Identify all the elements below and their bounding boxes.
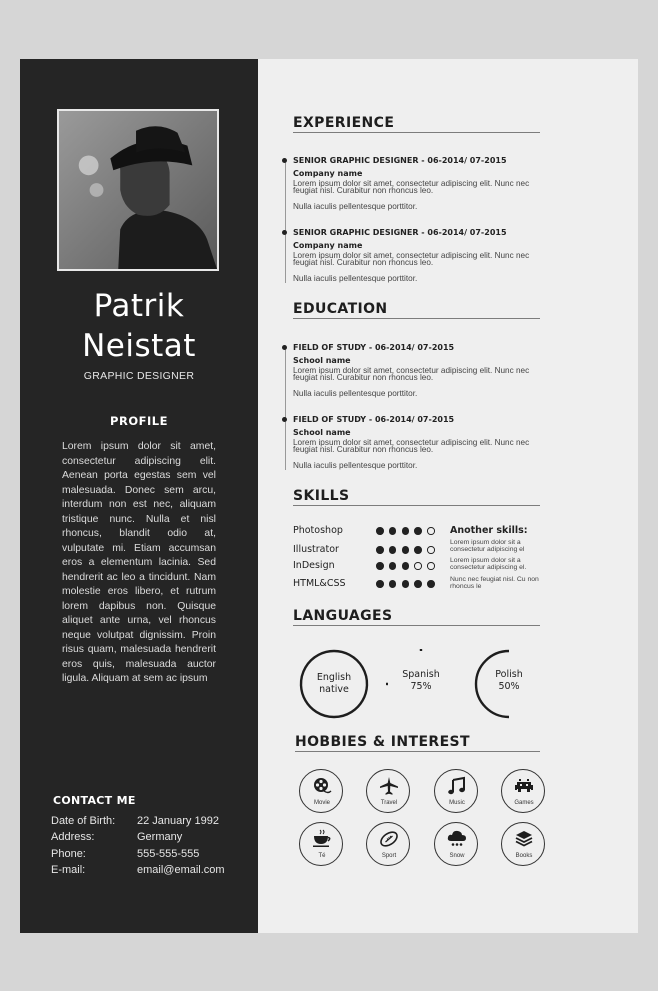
entry-subtitle: School name — [293, 428, 351, 437]
entry-note: Nulla iaculis pellentesque porttitor. — [293, 202, 418, 211]
language-english — [299, 649, 369, 719]
hobby-label: Té — [318, 853, 326, 859]
contact-value: Germany — [137, 831, 183, 843]
hobby-games — [501, 769, 545, 813]
resume-sheet — [20, 59, 638, 933]
entry-note: Nulla iaculis pellentesque porttitor. — [293, 389, 418, 398]
hobbies-heading: HOBBIES & INTEREST — [295, 734, 540, 752]
hobby-sport — [366, 822, 410, 866]
entry-body: Lorem ipsum dolor sit amet, consectetur adipiscing elit. Nunc nec feugiat nisl. Curabitur non rhoncus leo. — [293, 366, 530, 382]
job-title: GRAPHIC DESIGNER — [83, 370, 195, 382]
tea-cup-icon — [312, 829, 332, 849]
airplane-icon — [379, 776, 399, 796]
skill-dot-empty — [427, 527, 435, 535]
entry-title: FIELD OF STUDY - 06-2014/ 07-2015 — [293, 343, 455, 352]
education-heading: EDUCATION — [293, 301, 540, 319]
skill-dot-filled — [414, 580, 422, 588]
skill-dot-filled — [414, 527, 422, 535]
education-timeline — [285, 346, 286, 470]
hobby-label: Snow — [449, 853, 465, 859]
skill-dot-filled — [376, 546, 384, 554]
main-column — [258, 59, 638, 933]
language-name: Spanish — [402, 669, 440, 680]
language-polish — [474, 649, 544, 719]
entry-title: FIELD OF STUDY - 06-2014/ 07-2015 — [293, 415, 455, 424]
skill-dot-empty — [427, 546, 435, 554]
experience-entry — [293, 228, 543, 283]
contact-label: Date of Birth: — [51, 815, 116, 827]
skill-name: InDesign — [293, 560, 335, 571]
skill-dot-empty — [427, 562, 435, 570]
another-skills-heading: Another skills: — [450, 525, 528, 536]
skill-dot-filled — [389, 527, 397, 535]
skill-rating — [376, 546, 440, 554]
film-reel-icon — [312, 776, 332, 796]
contact-value: 555-555-555 — [137, 848, 200, 860]
skill-rating — [376, 527, 440, 535]
hobby-snow — [434, 822, 478, 866]
hobby-movie — [299, 769, 343, 813]
contact-value[interactable]: email@email.com — [137, 864, 225, 876]
timeline-dot — [282, 158, 287, 163]
hobby-label: Music — [449, 800, 465, 806]
profile-photo — [57, 109, 219, 271]
languages-heading: LANGUAGES — [293, 608, 540, 626]
skill-dot-filled — [389, 546, 397, 554]
entry-note: Nulla iaculis pellentesque porttitor. — [293, 274, 418, 283]
entry-body: Lorem ipsum dolor sit amet, consectetur adipiscing elit. Nunc nec feugiat nisl. Curabitur non rhoncus leo. — [293, 179, 530, 195]
entry-body: Lorem ipsum dolor sit amet, consectetur adipiscing elit. Nunc nec feugiat nisl. Curabitur non rhoncus leo. — [293, 251, 530, 267]
football-icon — [379, 829, 399, 849]
contact-heading: CONTACT ME — [53, 794, 136, 807]
hobby-label: Movie — [313, 800, 330, 806]
skill-dot-filled — [414, 546, 422, 554]
entry-subtitle: Company name — [293, 169, 363, 178]
experience-timeline — [285, 159, 286, 283]
skill-dot-filled — [376, 580, 384, 588]
contact-label: Phone: — [51, 848, 86, 860]
language-level: native — [319, 684, 349, 695]
book-stack-icon — [514, 829, 534, 849]
entry-title: SENIOR GRAPHIC DESIGNER - 06-2014/ 07-2015 — [293, 228, 507, 237]
profile-heading: PROFILE — [110, 414, 168, 428]
skill-name: Photoshop — [293, 525, 343, 536]
language-level: 75% — [410, 681, 432, 692]
skill-dot-filled — [402, 562, 410, 570]
last-name: Neistat — [82, 328, 196, 364]
skill-dot-filled — [402, 546, 410, 554]
hobby-label: Books — [515, 853, 533, 859]
entry-note: Nulla iaculis pellentesque porttitor. — [293, 461, 418, 470]
education-entry — [293, 415, 543, 470]
first-name: Patrik — [93, 288, 185, 324]
skill-rating — [376, 562, 440, 570]
hobby-label: Games — [514, 800, 534, 806]
contact-label: Address: — [51, 831, 95, 843]
language-name: English — [316, 672, 352, 683]
hobby-label: Travel — [380, 800, 398, 806]
snow-cloud-icon — [447, 829, 467, 849]
experience-entry — [293, 156, 543, 211]
hobby-tea — [299, 822, 343, 866]
skill-dot-filled — [389, 562, 397, 570]
skill-dot-filled — [376, 527, 384, 535]
contact-label: E-mail: — [51, 864, 86, 876]
hobby-travel — [366, 769, 410, 813]
experience-heading: EXPERIENCE — [293, 115, 540, 133]
hobby-books — [501, 822, 545, 866]
entry-body: Lorem ipsum dolor sit amet, consectetur adipiscing elit. Nunc nec feugiat nisl. Curabitur non rhoncus leo. — [293, 438, 530, 454]
timeline-dot — [282, 230, 287, 235]
skill-name: HTML&CSS — [293, 578, 346, 589]
entry-subtitle: School name — [293, 356, 351, 365]
skill-dot-filled — [402, 580, 410, 588]
entry-subtitle: Company name — [293, 241, 363, 250]
skill-dot-filled — [376, 562, 384, 570]
language-name: Polish — [495, 669, 523, 680]
hobby-label: Sport — [381, 853, 397, 859]
skill-name: Illustrator — [293, 544, 339, 555]
profile-text: Lorem ipsum dolor sit amet, consectetur adipiscing elit. Aenean porta egestas sem vel malesuada. Donec sem arcu, interdum non est nec, aliquam tristique nunc. Nulla et nisl rhoncus, blandit odio at, vulputate mi. Etiam accumsan eros a elementum lacinia. Sed hendrerit ac leo a tincidunt. Nam molestie eros libero, et rutrum lorem dapibus non. Quisque aliquet ante urna, vel rhoncus neque volutpat dignissim. Proin risus quam, malesuada hendrerit eros quis, malesuada auctor ligula. Aliquam at sem ac ipsum — [62, 441, 216, 684]
skill-dot-empty — [414, 562, 422, 570]
language-spanish — [386, 649, 456, 719]
contact-value: 22 January 1992 — [137, 815, 219, 827]
skill-dot-filled — [389, 580, 397, 588]
skill-dot-filled — [402, 527, 410, 535]
space-invader-icon — [514, 776, 534, 796]
another-skill-text: Nunc nec feugiat nisl. Cu non rhoncus le — [450, 576, 539, 590]
music-note-icon — [447, 776, 467, 796]
hobby-music — [434, 769, 478, 813]
entry-title: SENIOR GRAPHIC DESIGNER - 06-2014/ 07-2015 — [293, 156, 507, 165]
another-skill-text: Lorem ipsum dolor sit a consectetur adipiscing el — [450, 539, 525, 553]
skills-heading: SKILLS — [293, 488, 540, 506]
education-entry — [293, 343, 543, 398]
skill-dot-filled — [427, 580, 435, 588]
timeline-dot — [282, 345, 287, 350]
skill-rating — [376, 580, 440, 588]
sidebar — [20, 59, 258, 933]
another-skill-text: Lorem ipsum dolor sit a consectetur adipiscing el. — [450, 557, 527, 571]
language-level: 50% — [498, 681, 520, 692]
timeline-dot — [282, 417, 287, 422]
